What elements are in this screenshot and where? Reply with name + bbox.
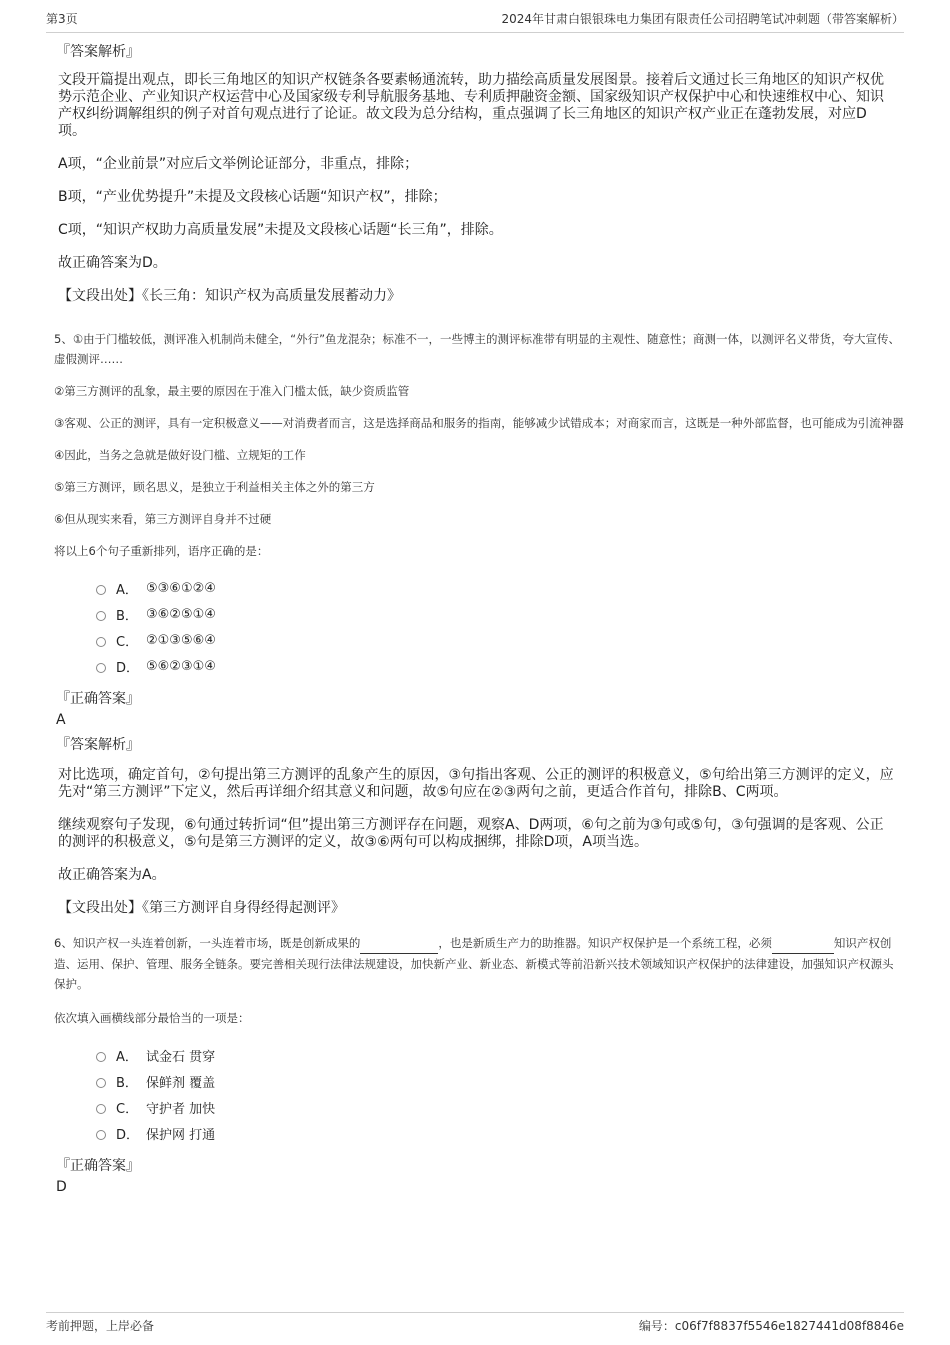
page-number: 第3页 — [46, 12, 78, 26]
correct-answer: A — [56, 712, 66, 728]
analysis-paragraph: B项，“产业优势提升”未提及文段核心话题“知识产权”，排除； — [58, 189, 447, 205]
page-content — [46, 42, 904, 1202]
page-footer — [46, 1312, 904, 1334]
radio-icon[interactable] — [96, 585, 106, 595]
correct-answer: D — [56, 1179, 67, 1195]
source-citation: 【文段出处】《第三方测评自身得经得起测评》 — [58, 900, 345, 916]
option-b[interactable]: B． 保鲜剂 覆盖 — [96, 1068, 904, 1094]
fill-blank-2 — [772, 933, 834, 954]
option-c[interactable]: C． 守护者 加快 — [96, 1094, 904, 1120]
question-sentence: ④因此，当务之急就是做好设门槛、立规矩的工作 — [54, 448, 306, 462]
analysis-paragraph: A项，“企业前景”对应后文举例论证部分，非重点，排除； — [58, 156, 419, 172]
option-a[interactable]: A． ⑤③⑥①②④ — [96, 575, 904, 601]
question-sentence: ②第三方测评的乱象，最主要的原因在于准入门槛太低，缺少资质监管 — [54, 384, 410, 398]
option-a[interactable]: A． 试金石 贯穿 — [96, 1042, 904, 1068]
radio-icon[interactable] — [96, 611, 106, 621]
radio-icon[interactable] — [96, 663, 106, 673]
answer-options — [96, 575, 904, 679]
radio-icon[interactable] — [96, 1052, 106, 1062]
question-prompt: 依次填入画横线部分最恰当的一项是： — [54, 1011, 250, 1025]
radio-icon[interactable] — [96, 1130, 106, 1140]
question-sentence: 5、①由于门槛较低，测评准入机制尚未健全，“外行”鱼龙混杂；标准不一，一些博主的测评标准带有明显的主观性、随意性；商测一体，以测评名义带货，夸大宣传、虚假测评…… — [54, 332, 901, 366]
correct-answer-heading: 『正确答案』 — [56, 691, 140, 707]
radio-icon[interactable] — [96, 637, 106, 647]
question-sentence: ⑤第三方测评，顾名思义，是独立于利益相关主体之外的第三方 — [54, 480, 375, 494]
answer-options — [96, 1042, 904, 1146]
question-prompt: 将以上6个句子重新排列，语序正确的是： — [54, 544, 269, 558]
question-sentence: ⑥但从现实来看，第三方测评自身并不过硬 — [54, 512, 272, 526]
option-b[interactable]: B． ③⑥②⑤①④ — [96, 601, 904, 627]
radio-icon[interactable] — [96, 1104, 106, 1114]
analysis-paragraph: C项，“知识产权助力高质量发展”未提及文段核心话题“长三角”，排除。 — [58, 222, 503, 238]
option-d[interactable]: D． 保护网 打通 — [96, 1120, 904, 1146]
source-citation: 【文段出处】《长三角：知识产权为高质量发展蓄动力》 — [58, 288, 401, 304]
correct-answer-heading: 『正确答案』 — [56, 1158, 140, 1174]
question-stem: 6、知识产权一头连着创新，一头连着市场，既是创新成果的 ，也是新质生产力的助推器。知识产权保护是一个系统工程，必须 知识产权创造、运用、保护、管理、服务全链条。要完善相关现行法律法规建设，加快新产业、新业态、新模式等前沿新兴技术领域知识产权保护的法律建设，加强知识产权源头保护。 — [54, 933, 904, 994]
question-sentence: ③客观、公正的测评，具有一定积极意义——对消费者而言，这是选择商品和服务的指南，能够减少试错成本；对商家而言，这既是一种外部监督，也可能成为引流神器 — [54, 416, 904, 430]
analysis-heading: 『答案解析』 — [56, 737, 140, 753]
analysis-heading: 『答案解析』 — [56, 44, 140, 60]
document-title: 2024年甘肃白银银珠电力集团有限责任公司招聘笔试冲刺题（带答案解析） — [501, 12, 904, 26]
radio-icon[interactable] — [96, 1078, 106, 1088]
analysis-paragraph: 对比选项，确定首句，②句提出第三方测评的乱象产生的原因，③句指出客观、公正的测评的积极意义，⑤句给出第三方测评的定义，应先对“第三方测评”下定义，然后再详细介绍其意义和问题，故⑤句应在②③两句之前，更适合作首句，排除B、C两项。 — [58, 767, 894, 800]
analysis-paragraph: 文段开篇提出观点，即长三角地区的知识产权链条各要素畅通流转，助力描绘高质量发展图景。接着后文通过长三角地区的知识产权优势示范企业、产业知识产权运营中心及国家级专利导航服务基地、专利质押融资金额、国家级知识产权保护中心和快速维权中心、知识产权纠纷调解组织的例子对首句观点进行了论证。故文段为总分结构，重点强调了长三角地区的知识产权产业正在蓬勃发展，对应D项。 — [58, 72, 884, 139]
final-answer-line: 故正确答案为A。 — [58, 867, 166, 883]
page-header — [46, 10, 904, 33]
fill-blank-1 — [360, 933, 438, 954]
analysis-paragraph: 继续观察句子发现，⑥句通过转折词“但”提出第三方测评存在问题，观察A、D两项，⑥句之前为③句或⑤句，③句强调的是客观、公正的测评的积极意义，⑤句是第三方测评的定义，故③⑥两句可以构成捆绑，排除D项，A项当选。 — [58, 817, 884, 850]
option-d[interactable]: D． ⑤⑥②③①④ — [96, 653, 904, 679]
option-c[interactable]: C． ②①③⑤⑥④ — [96, 627, 904, 653]
final-answer-line: 故正确答案为D。 — [58, 255, 167, 271]
footer-slogan: 考前押题，上岸必备 — [46, 1319, 155, 1333]
document-code: 编号：c06f7f8837f5546e1827441d08f8846e — [638, 1319, 904, 1333]
